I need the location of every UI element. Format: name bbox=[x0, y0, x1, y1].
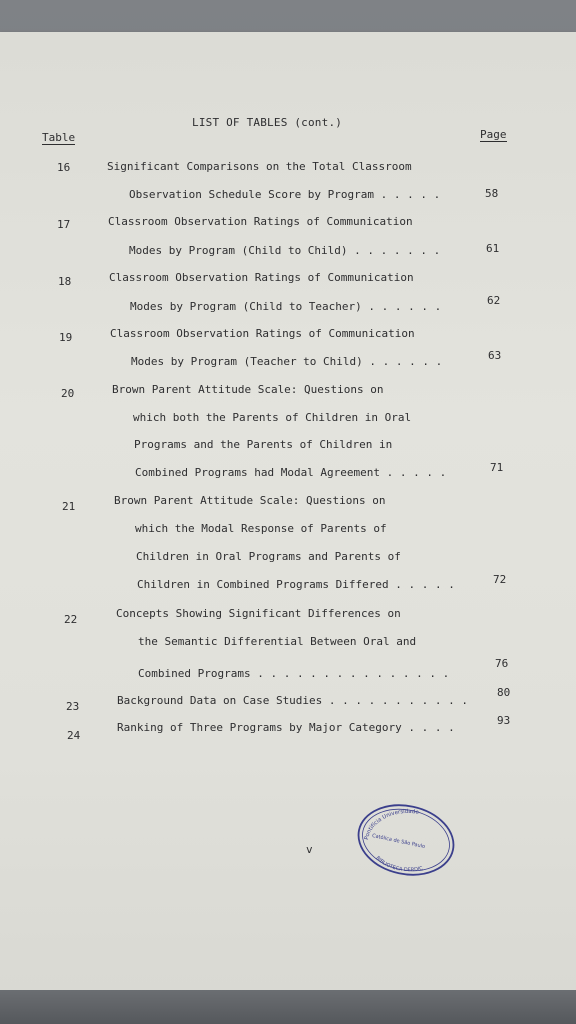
entry-title-line: Modes by Program (Child to Teacher) . . . . . . bbox=[130, 300, 442, 313]
table-number: 18 bbox=[58, 275, 72, 288]
page-number: 72 bbox=[493, 573, 507, 586]
entry-title-line: which the Modal Response of Parents of bbox=[135, 522, 387, 535]
entry-title-line: Children in Combined Programs Differed . . . . . bbox=[137, 578, 455, 591]
library-stamp bbox=[354, 800, 458, 880]
stamp-top-text: Pontifícia Universidade bbox=[364, 808, 420, 841]
table-number: 16 bbox=[57, 161, 71, 174]
page-number: 58 bbox=[485, 187, 499, 200]
page-title: LIST OF TABLES (cont.) bbox=[192, 116, 343, 129]
table-number: 21 bbox=[62, 500, 76, 513]
entry-title-line: Combined Programs . . . . . . . . . . . . . . . bbox=[138, 667, 450, 680]
entry-title-line: Concepts Showing Significant Differences on bbox=[116, 607, 401, 620]
column-header-table: Table bbox=[42, 131, 76, 144]
entry-title-line: Classroom Observation Ratings of Communication bbox=[109, 271, 414, 284]
entry-title-line: Combined Programs had Modal Agreement . . . . . bbox=[135, 466, 447, 479]
entry-title-line: the Semantic Differential Between Oral and bbox=[138, 635, 417, 648]
entry-title-line: Background Data on Case Studies . . . . . . . . . . . bbox=[117, 694, 468, 707]
table-number: 20 bbox=[61, 387, 75, 400]
column-header-page: Page bbox=[480, 128, 507, 141]
page-number: 71 bbox=[490, 461, 504, 474]
page-number: 62 bbox=[487, 294, 501, 307]
page-number: 93 bbox=[497, 714, 511, 727]
entry-title-line: Classroom Observation Ratings of Communication bbox=[110, 327, 415, 340]
entry-title-line: Brown Parent Attitude Scale: Questions on bbox=[114, 494, 386, 507]
page-number: 63 bbox=[488, 349, 502, 362]
table-number: 22 bbox=[64, 613, 78, 626]
entry-title-line: Programs and the Parents of Children in bbox=[134, 438, 393, 451]
table-number: 24 bbox=[67, 729, 81, 742]
desk-surface bbox=[0, 990, 576, 1024]
document-page bbox=[0, 32, 576, 992]
page-folio: v bbox=[306, 843, 313, 856]
entry-title-line: Brown Parent Attitude Scale: Questions on bbox=[112, 383, 384, 396]
page-number: 61 bbox=[486, 242, 500, 255]
entry-title-line: Children in Oral Programs and Parents of bbox=[136, 550, 401, 563]
entry-title-line: Modes by Program (Teacher to Child) . . . . . . bbox=[131, 355, 443, 368]
entry-title-line: Significant Comparisons on the Total Classroom bbox=[107, 160, 412, 173]
entry-title-line: Modes by Program (Child to Child) . . . . . . . bbox=[129, 244, 441, 257]
entry-title-line: which both the Parents of Children in Oral bbox=[133, 411, 412, 424]
stamp-bottom-text: BIBLIOTECA DERDIC bbox=[374, 855, 424, 874]
table-number: 17 bbox=[57, 218, 71, 231]
entry-title-line: Observation Schedule Score by Program . . . . . bbox=[129, 188, 441, 201]
entry-title-line: Classroom Observation Ratings of Communication bbox=[108, 215, 413, 228]
stamp-middle-text: Católica de São Paulo bbox=[371, 832, 426, 851]
table-number: 23 bbox=[66, 700, 80, 713]
entry-title-line: Ranking of Three Programs by Major Category . . . . bbox=[117, 721, 455, 734]
table-number: 19 bbox=[59, 331, 73, 344]
page-number: 76 bbox=[495, 657, 509, 670]
page-number: 80 bbox=[497, 686, 511, 699]
